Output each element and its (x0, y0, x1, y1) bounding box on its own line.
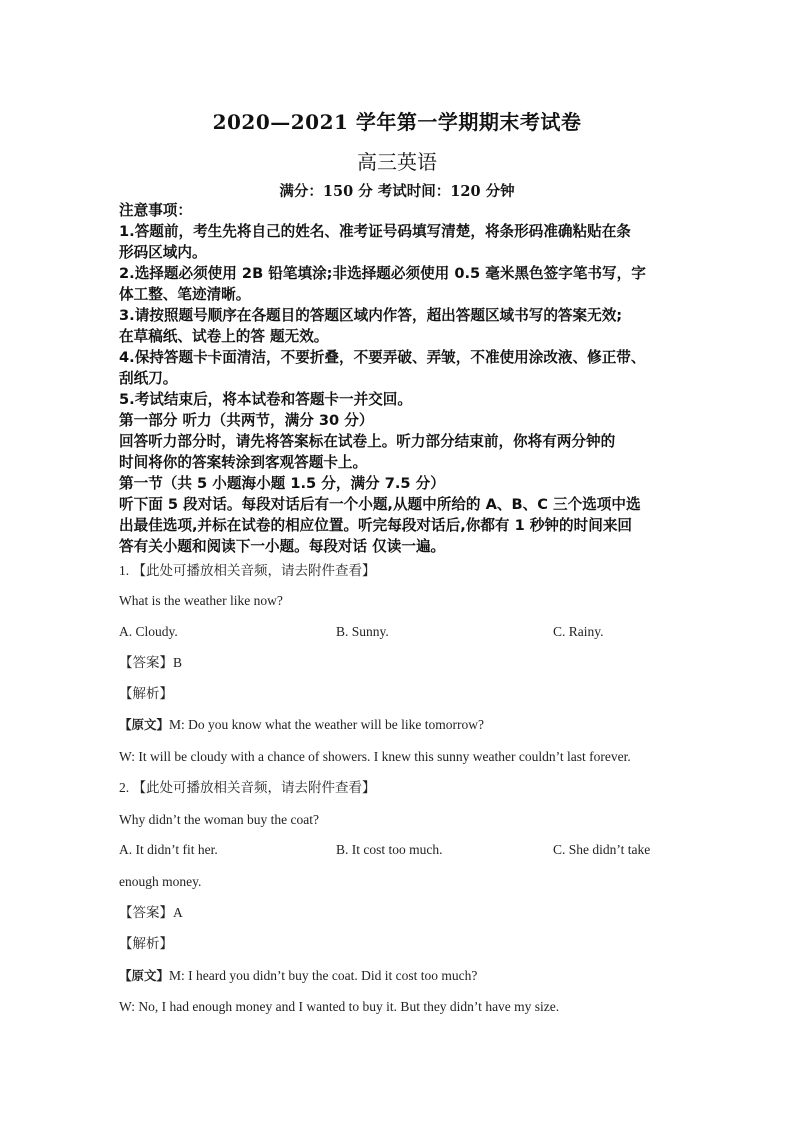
q2-analysis: 【解析】 (119, 936, 173, 951)
instruction-line: 2.选择题必须使用 2B 铅笔填涂;非选择题必须使用 0.5 毫米黑色签字笔书写，字 (119, 265, 646, 282)
instruction-line: 3.请按照题号顺序在各题目的答题区域内作答，超出答题区域书写的答案无效; (119, 307, 623, 324)
section1-desc-line: 听下面 5 段对话。每段对话后有一个小题,从题中所给的 A、B、C 三个选项中选 (119, 496, 641, 513)
part1-heading: 第一部分 听力（共两节，满分 30 分） (119, 412, 374, 429)
instructions-heading: 注意事项： (119, 202, 192, 219)
instruction-line: 在草稿纸、试卷上的答 题无效。 (119, 328, 329, 345)
instruction-line: 形码区域内。 (119, 244, 207, 261)
q2-option-c: C. She didn’t take (553, 842, 651, 857)
exam-subject: 高三英语 (357, 150, 437, 174)
exam-title: 2020—2021 学年第一学期期末考试卷 (212, 110, 582, 134)
instructions-block (119, 200, 679, 557)
q1-original-w: W: It will be cloudy with a chance of showers. I knew this sunny weather couldn’t last forever. (119, 749, 631, 764)
q1-option-a: A. Cloudy. (119, 624, 178, 639)
q1-original-label: 【原文】 (119, 717, 170, 732)
q1-original-m-text: M: Do you know what the weather will be like tomorrow? (169, 717, 484, 732)
q2-original-label: 【原文】 (119, 968, 170, 983)
q2-original-m (119, 967, 679, 985)
q2-option-b: B. It cost too much. (336, 842, 443, 857)
q1-stem: What is the weather like now? (119, 593, 283, 608)
q2-option-c-continued: enough money. (119, 874, 202, 889)
instruction-line: 5.考试结束后，将本试卷和答题卡一并交回。 (119, 391, 412, 408)
part1-desc-line: 回答听力部分时，请先将答案标在试卷上。听力部分结束前，你将有两分钟的 (119, 433, 616, 450)
q2-answer: 【答案】A (119, 905, 183, 920)
instruction-line: 刮纸刀。 (119, 370, 178, 387)
q1-option-c: C. Rainy. (553, 624, 604, 639)
q2-original-m-text: M: I heard you didn’t buy the coat. Did it cost too much? (169, 968, 478, 983)
section1-desc-line: 答有关小题和阅读下一小题。每段对话 仅读一遍。 (119, 538, 446, 555)
q2-option-a: A. It didn’t fit her. (119, 842, 218, 857)
score-time-line: 满分：150 分 考试时间：120 分钟 (279, 183, 515, 200)
part1-desc-line: 时间将你的答案转涂到客观答题卡上。 (119, 454, 368, 471)
section1-desc-line: 出最佳选项,并标在试卷的相应位置。听完每段对话后,你都有 1 秒钟的时间来回 (119, 517, 633, 534)
instruction-line: 体工整、笔迹清晰。 (119, 286, 251, 303)
q2-stem: Why didn’t the woman buy the coat? (119, 812, 319, 827)
q1-original-m (119, 716, 679, 734)
q2-original-w: W: No, I had enough money and I wanted to buy it. But they didn’t have my size. (119, 999, 560, 1014)
instruction-line: 1.答题前，考生先将自己的姓名、准考证号码填写清楚，将条形码准确粘贴在条 (119, 223, 631, 240)
q1-option-b: B. Sunny. (336, 624, 389, 639)
q2-audio-note[interactable]: 2. 【此处可播放相关音频，请去附件查看】 (119, 780, 376, 795)
q1-answer: 【答案】B (119, 655, 183, 670)
section1-heading: 第一节（共 5 小题海小题 1.5 分，满分 7.5 分） (119, 475, 445, 492)
instruction-line: 4.保持答题卡卡面清洁，不要折叠，不要弄破、弄皱，不准使用涂改液、修正带、 (119, 349, 646, 366)
q1-audio-note[interactable]: 1. 【此处可播放相关音频，请去附件查看】 (119, 563, 376, 578)
q1-analysis: 【解析】 (119, 686, 173, 701)
